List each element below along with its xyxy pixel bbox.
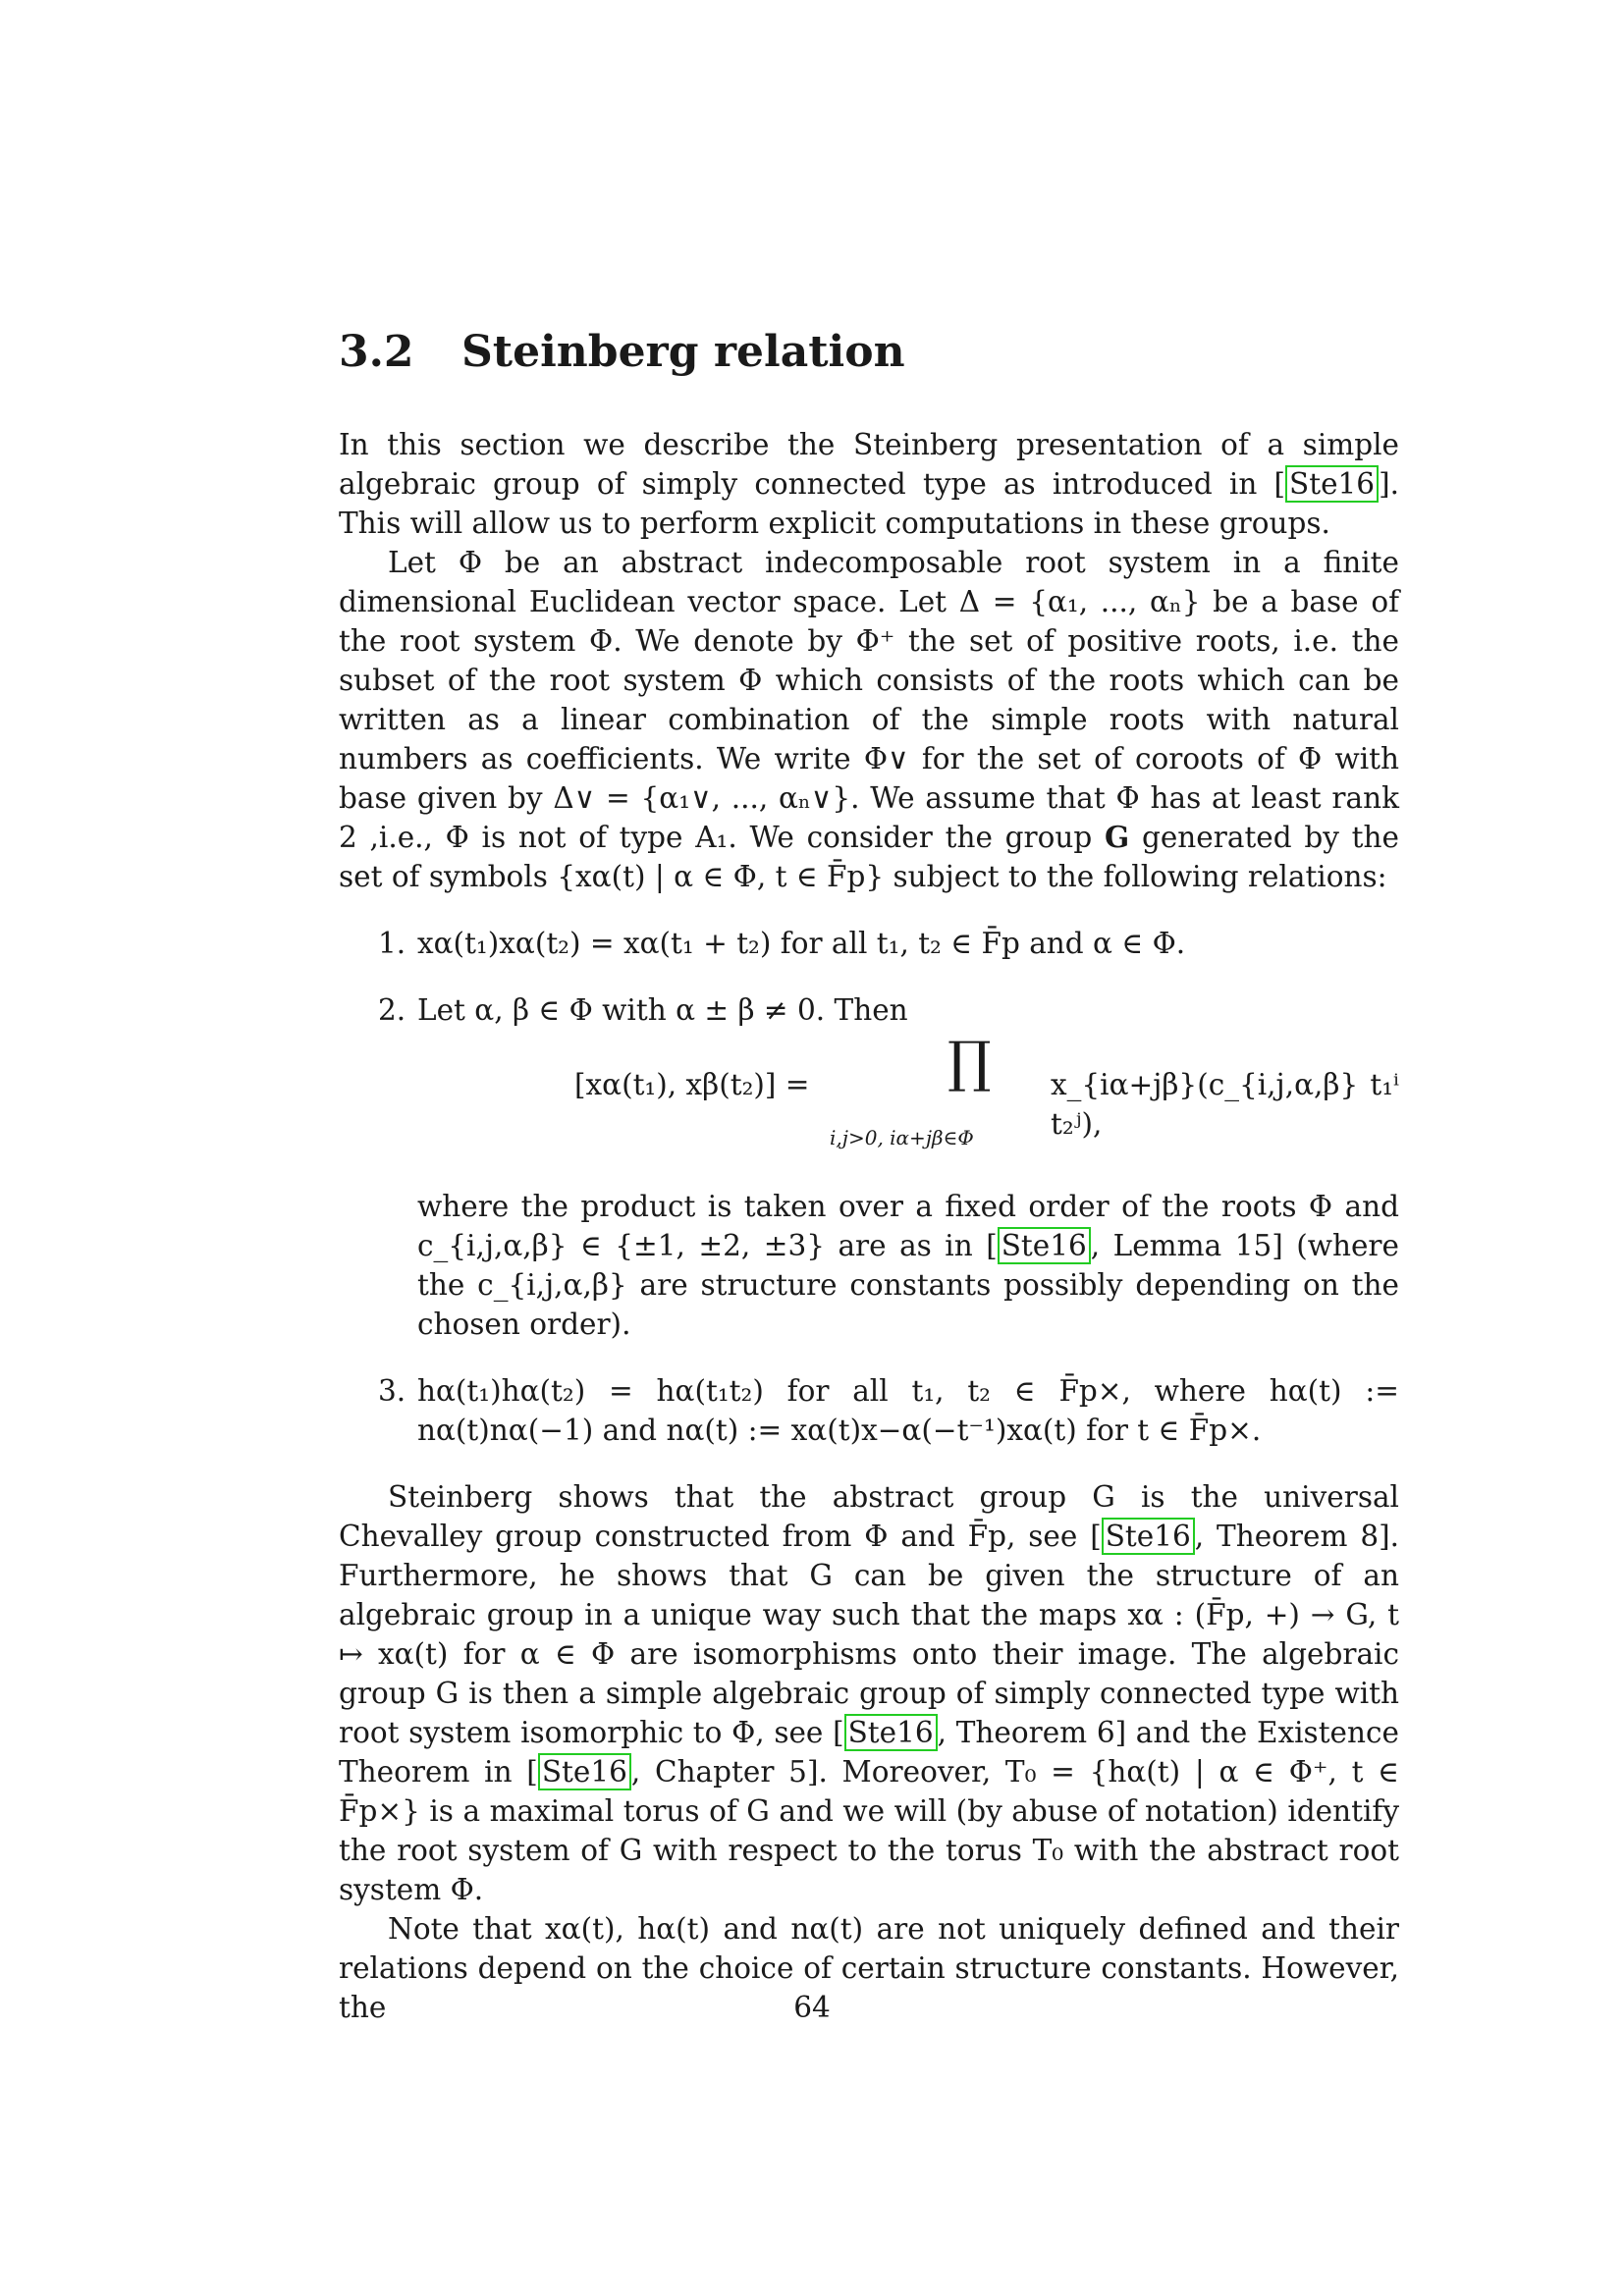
where-text-a: where the product is taken over a fixed order of the roots Φ and c_{i,j,α,β} ∈ {±1, ±2, ±3} are as in: [417, 1190, 1399, 1263]
section-title: Steinberg relation: [461, 327, 905, 377]
relation-number: 2.: [378, 993, 406, 1028]
chevalley-text-d: , Chapter 5]. Moreover, T₀ = {hα(t) | α ∈ Φ⁺, t ∈ F̄p×} is a maximal torus of G and we will (by abuse of notation) identify the root system of G with respect to the torus T₀ with the abstract root system Φ.: [339, 1755, 1400, 1907]
root-system-paragraph: [339, 543, 1399, 896]
relation-text: Let α, β ∈ Φ with α ± β ≠ 0. Then: [417, 993, 908, 1028]
citation-box[interactable]: Ste16: [538, 1753, 631, 1790]
root-system-tail: generated by the set of symbols {xα(t) | α ∈ Φ, t ∈ F̄p} subject to the following relations:: [339, 821, 1399, 894]
relation-item: [339, 1371, 1399, 1450]
intro-paragraph: [339, 425, 1399, 543]
relation-item: [339, 924, 1399, 963]
citation-link[interactable]: [ Ste16: [986, 1227, 1091, 1264]
group-symbol: G: [1105, 820, 1130, 855]
page-number: 64: [793, 1991, 831, 2024]
citation-box[interactable]: Ste16: [844, 1714, 938, 1751]
intro-text-a: In this section we describe the Steinberg presentation of a simple algebraic group of simply connected type as introduced in: [339, 428, 1399, 502]
formula-lhs: [xα(t₁), xβ(t₂)] =: [574, 1068, 810, 1102]
chevalley-paragraph: [339, 1477, 1399, 1909]
chevalley-text-a: Steinberg shows that the abstract group G is the universal Chevalley group constructed from Φ and F̄p, see [: [339, 1480, 1399, 1554]
structure-constants-text: Note that xα(t), hα(t) and nα(t) are not uniquely defined and their relations depend on the choice of certain structure constants. However, the: [339, 1912, 1399, 2025]
citation-box[interactable]: Ste16: [998, 1227, 1091, 1264]
relation-item: [339, 990, 1399, 1344]
root-system-text: Let Φ be an abstract indecomposable root system in a finite dimensional Euclidean vector space. Let Δ = {α₁, ..., αₙ} be a base of the root system Φ. We denote by Φ⁺ the set of positive roots, i.e. the subset of the root system Φ which consists of the roots which can be written as a linear combination of the simple roots with natural numbers as coefficients. We write Φ∨ for the set of coroots of Φ with base given by Δ∨ = {α₁∨, ..., αₙ∨}. We assume that Φ has at least rank 2 ,i.e., Φ is not of type A₁. We consider the group: [339, 546, 1399, 855]
commutator-formula: [417, 1031, 1399, 1167]
product-subscript: i,j>0, iα+jβ∈Φ: [830, 1126, 974, 1150]
relation-text: xα(t₁)xα(t₂) = xα(t₁ + t₂) for all t₁, t₂ ∈ F̄p and α ∈ Φ.: [417, 927, 1186, 961]
relation-where-clause: [417, 1187, 1399, 1344]
section-heading: [339, 329, 1399, 376]
chevalley-text-c: , Theorem 6] and the Existence Theorem in [: [339, 1716, 1399, 1789]
relations-list: [339, 924, 1399, 1450]
citation-link[interactable]: [ Ste16 ]: [1273, 467, 1390, 502]
chevalley-text-b: , Theorem 8]. Furthermore, he shows that G can be given the structure of an algebraic group in a unique way such that the maps xα : (F̄p, +) → G, t ↦ xα(t) for α ∈ Φ are isomorphisms onto their image. The algebraic group G is then a simple algebraic group of simply connected type with root system isomorphic to Φ, see [: [339, 1520, 1399, 1750]
relation-number: 3.: [378, 1374, 406, 1409]
relation-number: 1.: [378, 927, 406, 961]
intro-text-b: . This will allow us to perform explicit computations in these groups.: [339, 467, 1399, 541]
citation-box[interactable]: Ste16: [1102, 1518, 1195, 1555]
citation-box[interactable]: Ste16: [1285, 465, 1379, 503]
section-number: 3.2: [339, 327, 414, 377]
where-text-b: , Lemma 15] (where the c_{i,j,α,β} are structure constants possibly depending on the chosen order).: [417, 1229, 1399, 1342]
formula-rhs: x_{iα+jβ}(c_{i,j,α,β} t₁ⁱ t₂ʲ),: [1051, 1068, 1399, 1142]
relation-text: hα(t₁)hα(t₂) = hα(t₁t₂) for all t₁, t₂ ∈ F̄p×, where hα(t) := nα(t)nα(−1) and nα(t) := xα(t)x−α(−t⁻¹)xα(t) for t ∈ F̄p×.: [417, 1374, 1399, 1448]
page-body: [339, 329, 1399, 2027]
product-symbol: ∏: [947, 1031, 992, 1095]
